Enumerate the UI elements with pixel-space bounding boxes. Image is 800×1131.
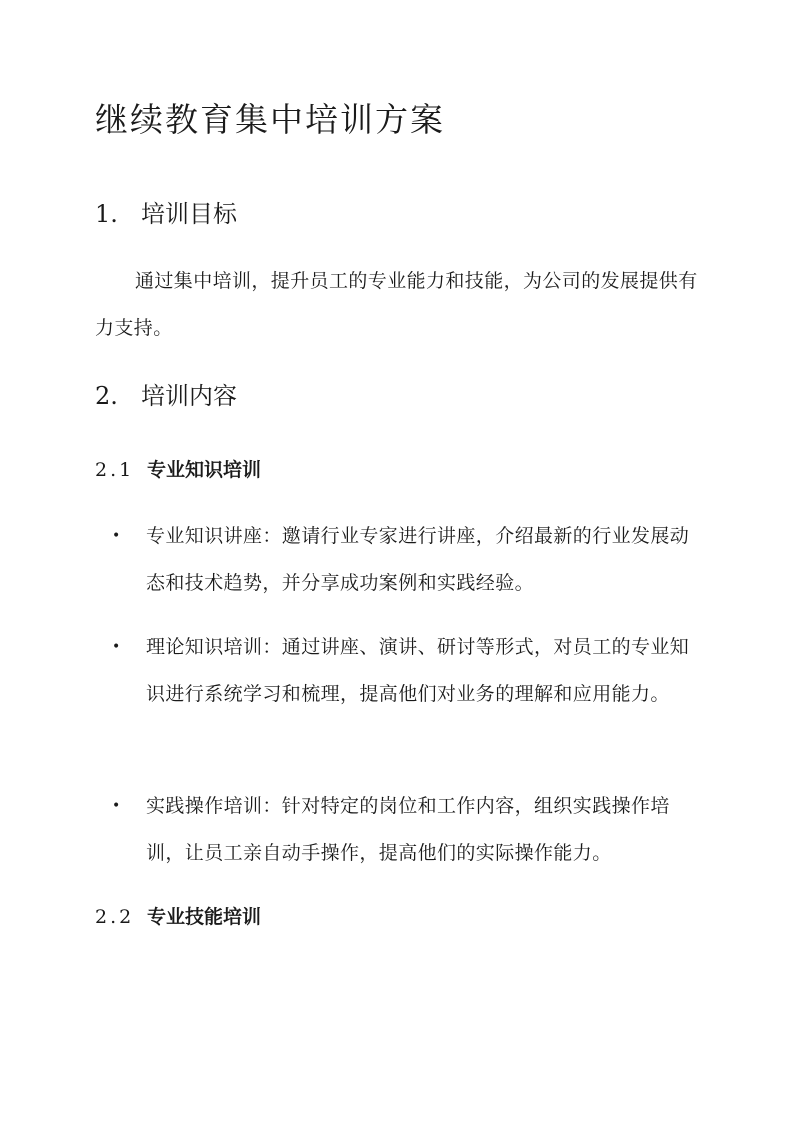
subsection-heading-2-2 — [95, 903, 261, 931]
subsection-title: 专业技能培训 — [147, 906, 262, 928]
subsection-heading-2-1 — [95, 456, 261, 484]
list-item-text: 专业知识讲座：邀请行业专家进行讲座，介绍最新的行业发展动态和技术趋势，并分享成功案例和实践经验。 — [146, 525, 690, 594]
subsection-title: 专业知识培训 — [147, 459, 262, 481]
section-title: 培训目标 — [141, 200, 237, 228]
section-title: 培训内容 — [141, 382, 237, 410]
subsection-number: 2.1 — [95, 459, 135, 481]
document-title: 继续教育集中培训方案 — [95, 100, 445, 139]
subsection-number: 2.2 — [95, 906, 135, 928]
list-item — [112, 783, 712, 877]
bullet-icon: • — [112, 639, 121, 655]
section-heading-1 — [95, 196, 237, 232]
bullet-icon: • — [112, 528, 121, 544]
list-item-text: 实践操作培训：针对特定的岗位和工作内容，组织实践操作培训，让员工亲自动手操作，提高他们的实际操作能力。 — [146, 795, 670, 864]
section-number: 1. — [95, 200, 118, 228]
section-paragraph: 通过集中培训，提升员工的专业能力和技能，为公司的发展提供有力支持。 — [95, 270, 698, 339]
list-item-text: 理论知识培训：通过讲座、演讲、研讨等形式，对员工的专业知识进行系统学习和梳理，提高他们对业务的理解和应用能力。 — [146, 636, 690, 705]
section-number: 2. — [95, 382, 118, 410]
section-heading-2 — [95, 378, 237, 414]
bullet-icon: • — [112, 798, 121, 814]
list-item — [112, 624, 712, 718]
list-item — [112, 513, 712, 607]
